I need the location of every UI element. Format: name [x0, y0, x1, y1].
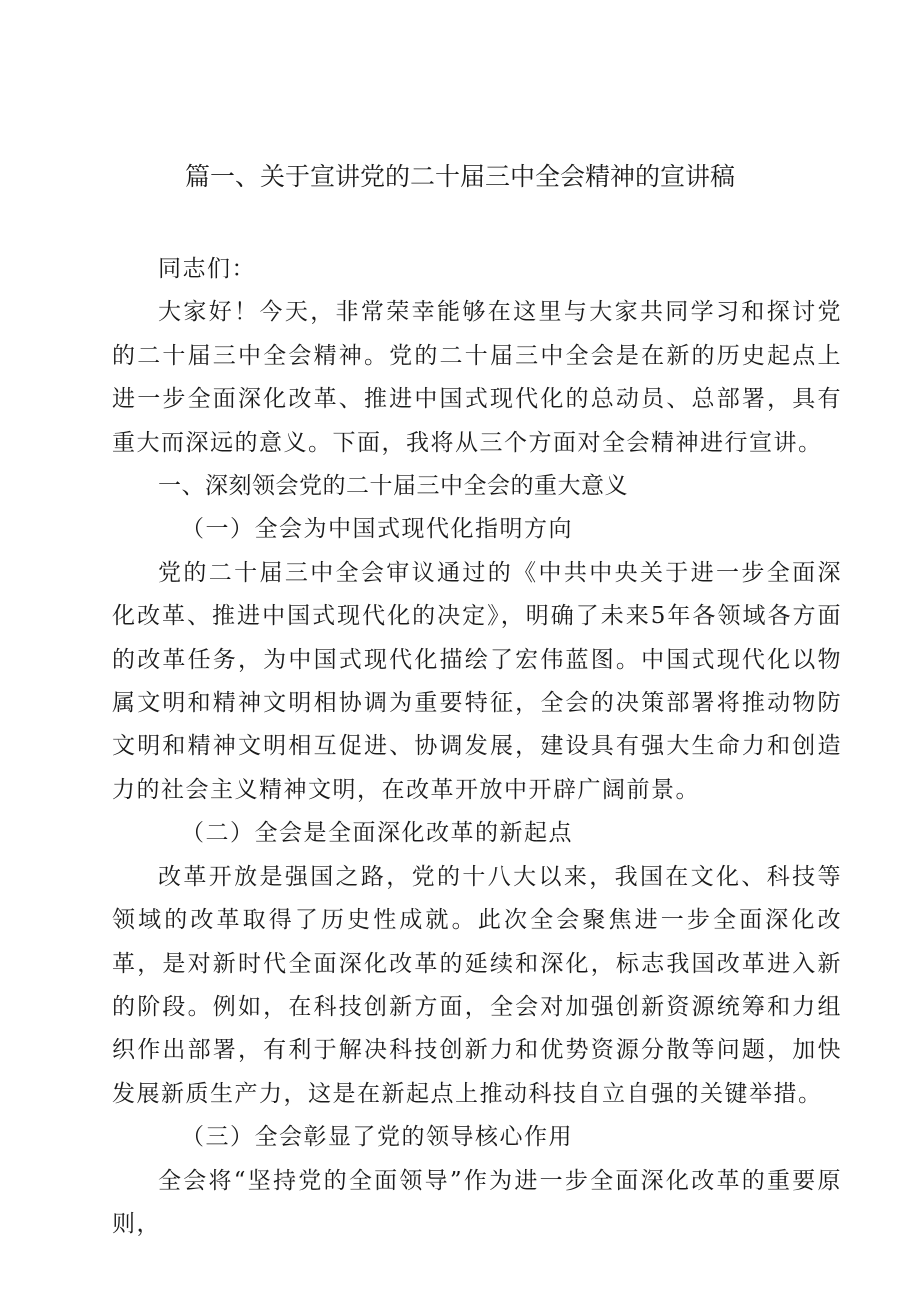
section-heading-1: 一、深刻领会党的二十届三中全会的重大意义: [158, 473, 628, 500]
subsection-heading-3: （三）全会彰显了党的领导核心作用: [181, 1124, 573, 1151]
subsection-paragraph-3: 全会将“坚持党的全面领导”作为进一步全面深化改革的重要原则，: [112, 1167, 842, 1237]
document-body: [112, 248, 842, 1246]
intro-paragraph: 大家好！今天，非常荣幸能够在这里与大家共同学习和探讨党的二十届三中全会精神。党的二十届三中全会是在新的历史起点上进一步全面深化改革、推进中国式现代化的总动员、总部署，具有重大而深远的意义。下面，我将从三个方面对全会精神进行宣讲。: [112, 299, 842, 456]
subsection-heading-1: （一）全会为中国式现代化指明方向: [181, 516, 573, 543]
document-title: 篇一、关于宣讲党的二十届三中全会精神的宣讲稿: [184, 162, 735, 191]
subsection-paragraph-1: 党的二十届三中全会审议通过的《中共中央关于进一步全面深化改革、推进中国式现代化的决定》，明确了未来5年各领域各方面的改革任务，为中国式现代化描绘了宏伟蓝图。中国式现代化以物属文明和精神文明相协调为重要特征，全会的决策部署将推动物防文明和精神文明相互促进、协调发展，建设具有强大生命力和创造力的社会主义精神文明，在改革开放中开辟广阔前景。: [112, 559, 842, 803]
subsection-paragraph-2: 改革开放是强国之路，党的十八大以来，我国在文化、科技等领域的改革取得了历史性成就。此次全会聚焦进一步全面深化改革，是对新时代全面深化改革的延续和深化，标志我国改革进入新的阶段。例如，在科技创新方面，全会对加强创新资源统筹和力组织作出部署，有利于解决科技创新力和优势资源分散等问题，加快发展新质生产力，这是在新起点上推动科技自立自强的关键举措。: [112, 863, 842, 1107]
greeting: 同志们：: [158, 256, 256, 282]
subsection-heading-2: （二）全会是全面深化改革的新起点: [181, 820, 573, 847]
